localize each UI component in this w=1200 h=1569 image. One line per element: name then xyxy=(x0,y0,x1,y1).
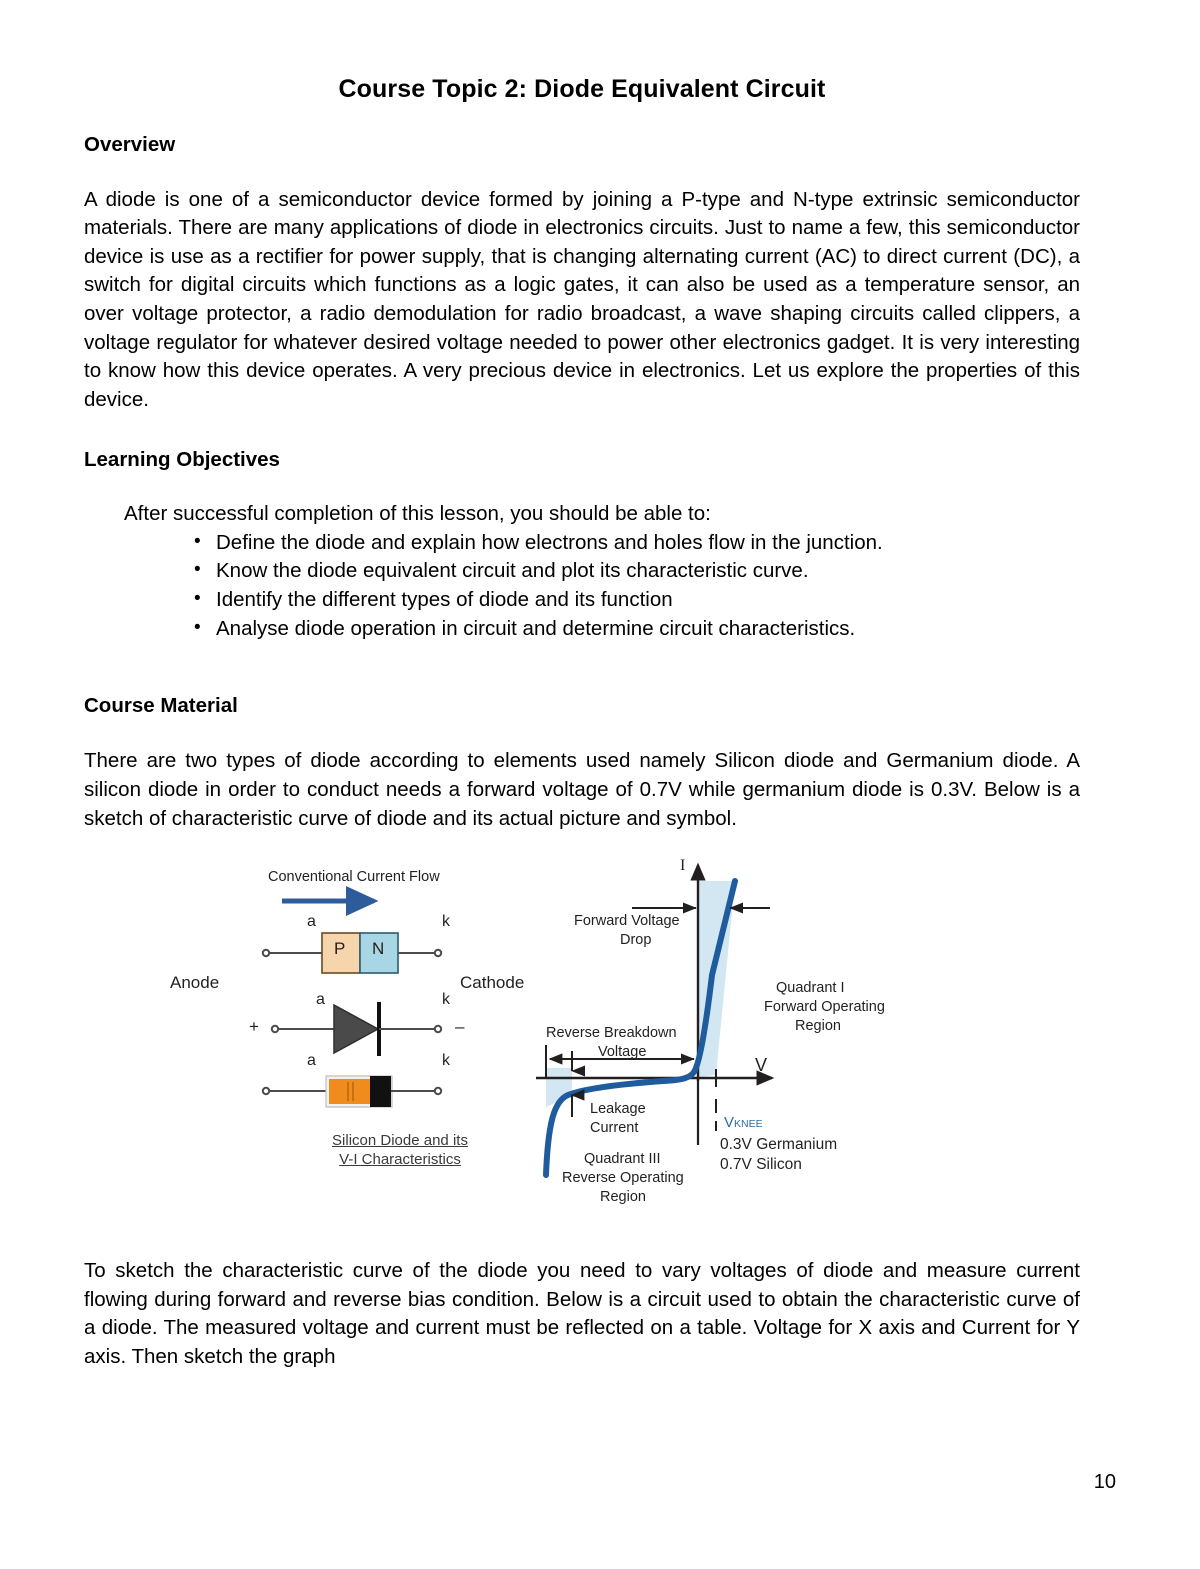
objectives-list xyxy=(84,529,1080,644)
terminal-k-label-row3: k xyxy=(442,1052,450,1070)
vknee-label xyxy=(724,1114,763,1131)
silicon-knee-label: 0.7V Silicon xyxy=(720,1156,802,1174)
vi-characteristic-chart xyxy=(524,855,884,1225)
forward-voltage-drop-label-line2: Drop xyxy=(620,932,652,949)
list-item: • Know the diode equivalent circuit and plot its characteristic curve. xyxy=(194,557,1080,586)
reverse-breakdown-label-line2: Voltage xyxy=(598,1044,647,1061)
i-axis-label: I xyxy=(680,857,686,875)
vknee-subscript: KNEE xyxy=(734,1118,763,1131)
p-region-label: P xyxy=(334,939,346,959)
terminal-k-label-row1: k xyxy=(442,913,450,931)
heading-course-material: Course Material xyxy=(84,693,238,717)
heading-learning-objectives: Learning Objectives xyxy=(84,448,280,472)
course-material-paragraph: There are two types of diode according to elements used namely Silicon diode and Germanium diode. A silicon diode in order to conduct needs a forward voltage of 0.7V while germanium diode is 0.3V. Below is a sketch of characteristic curve of diode and its actual picture and symbol. xyxy=(84,749,1080,830)
diode-figure xyxy=(84,855,1080,1235)
anode-label: Anode xyxy=(170,973,220,993)
germanium-knee-label: 0.3V Germanium xyxy=(720,1136,838,1154)
quadrant3-label-line3: Region xyxy=(600,1189,646,1206)
pn-junction-block xyxy=(263,933,441,973)
leakage-current-label-line1: Leakage xyxy=(590,1101,646,1118)
list-item: • Identify the different types of diode and its function xyxy=(194,586,1080,615)
vknee-main: V xyxy=(724,1114,735,1132)
quadrant1-label-line3: Region xyxy=(795,1018,841,1035)
objectives-intro: After successful completion of this lesson, you should be able to: xyxy=(124,502,711,525)
list-item: • Analyse diode operation in circuit and determine circuit characteristics. xyxy=(194,615,1080,644)
minus-sign-label: – xyxy=(455,1017,465,1037)
terminal-a-label-row2: a xyxy=(316,991,325,1009)
closing-paragraph: To sketch the characteristic curve of the diode you need to vary voltages of diode and measure current flowing during forward and reverse bias condition. Below is a circuit used to obtain the characteristic curve of a diode. The measured voltage and current must be reflected on a table. Voltage for X axis and Current for Y axis. Then sketch the graph xyxy=(84,1259,1080,1368)
quadrant3-label-line2: Reverse Operating xyxy=(562,1170,684,1187)
quadrant3-label-line1: Quadrant III xyxy=(584,1151,661,1168)
page-number: 10 xyxy=(1093,1471,1116,1493)
n-region-label: N xyxy=(372,939,385,959)
page-title: Course Topic 2: Diode Equivalent Circuit xyxy=(338,75,826,103)
overview-paragraph: A diode is one of a semiconductor device formed by joining a P-type and N-type extrinsic semiconductor materials. There are many applications of diode in electronics circuits. Just to name a few, this semiconductor device is use as a rectifier for power supply, that is changing alternating current (AC) to direct current (DC), a switch for digital circuits which functions as a logic gates, it can also be used as a temperature sensor, an over voltage protector, a radio demodulation for radio broadcast, a wave shaping circuits called clippers, a voltage regulator for whatever desired voltage needed to power other electronics gadget. It is very interesting to know how this device operates. A very precious device in electronics. Let us explore the properties of this device. xyxy=(84,187,1080,411)
cathode-label: Cathode xyxy=(460,973,525,993)
figure-caption xyxy=(310,1131,490,1169)
list-item: • Define the diode and explain how electrons and holes flow in the junction. xyxy=(194,529,1080,558)
figure-caption-line1: Silicon Diode and its xyxy=(332,1132,468,1150)
physical-diode-picture xyxy=(263,1076,441,1107)
diode-symbols-group xyxy=(170,869,540,1199)
page-content xyxy=(84,74,1080,1372)
terminal-a-label-row1: a xyxy=(307,913,316,931)
forward-voltage-drop-label-line1: Forward Voltage xyxy=(574,913,680,930)
leakage-current-label-line2: Current xyxy=(590,1120,639,1137)
v-axis-label: V xyxy=(755,1055,768,1076)
quadrant1-label-line1: Quadrant I xyxy=(776,980,845,997)
terminal-a-label-row3: a xyxy=(307,1052,316,1070)
heading-overview: Overview xyxy=(84,133,176,156)
diode-schematic-symbol xyxy=(272,1002,441,1056)
figure-caption-line2: V-I Characteristics xyxy=(339,1151,461,1169)
diode-symbols-svg xyxy=(250,869,540,1139)
plus-sign-label: + xyxy=(249,1017,259,1037)
terminal-k-label-row2: k xyxy=(442,991,450,1009)
reverse-breakdown-label-line1: Reverse Breakdown xyxy=(546,1025,677,1042)
conventional-current-flow-label: Conventional Current Flow xyxy=(268,869,440,886)
quadrant1-label-line2: Forward Operating xyxy=(764,999,885,1016)
